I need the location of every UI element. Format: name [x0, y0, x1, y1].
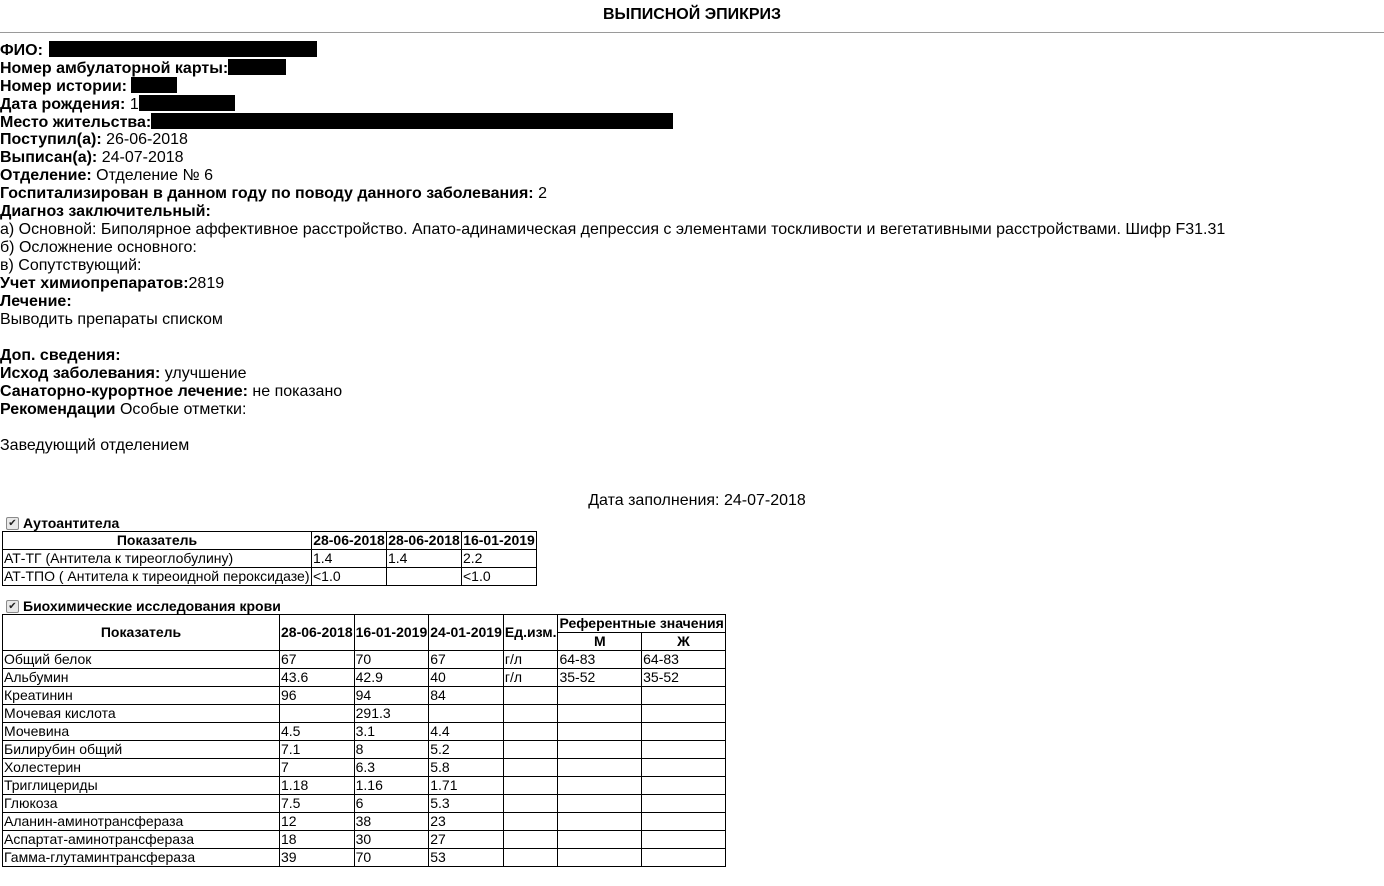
table-cell: 5.2 [429, 741, 504, 759]
sanatorium-label: Санаторно-курортное лечение: [0, 383, 248, 400]
table-cell: 1.18 [280, 777, 355, 795]
table-cell: 2.2 [462, 550, 537, 568]
table-cell [642, 759, 726, 777]
admitted-label: Поступил(а): [0, 131, 102, 148]
table-cell: г/л [503, 651, 558, 669]
table-cell: 3.1 [354, 723, 429, 741]
table-row [3, 687, 726, 705]
column-header: Показатель [3, 615, 280, 651]
treatment-value: Выводить препараты списком [0, 311, 223, 328]
table-cell [642, 741, 726, 759]
table-cell: 43.6 [280, 669, 355, 687]
head-of-department: Заведующий отделением [0, 437, 190, 454]
autoantibodies-title: Аутоантитела [23, 515, 120, 531]
fill-date: Дата заполнения: 24-07-2018 [588, 492, 806, 509]
table-cell: 18 [280, 831, 355, 849]
extra-info-line [0, 347, 1384, 365]
discharged-value: 24-07-2018 [101, 149, 184, 166]
column-header: 16-01-2019 [354, 615, 429, 651]
redaction-block [151, 113, 673, 129]
table-cell: 35-52 [558, 669, 642, 687]
chemo-line [0, 275, 1384, 293]
biochemistry-header [0, 598, 726, 614]
discharged-label: Выписан(а): [0, 149, 98, 166]
table-row [3, 759, 726, 777]
table-cell: 40 [429, 669, 504, 687]
table-cell [558, 795, 642, 813]
table-cell: 4.4 [429, 723, 504, 741]
table-cell: Аланин-аминотрансфераза [3, 813, 280, 831]
patient-info [0, 41, 1384, 455]
table-cell [642, 777, 726, 795]
table-cell: <1.0 [312, 568, 387, 586]
biochemistry-title: Биохимические исследования крови [23, 598, 281, 614]
outcome-label: Исход заболевания: [0, 365, 161, 382]
sanatorium-line [0, 383, 1384, 401]
table-cell: Общий белок [3, 651, 280, 669]
table-cell: Мочевина [3, 723, 280, 741]
table-cell: 53 [429, 849, 504, 867]
table-row [3, 849, 726, 867]
table-cell: 6 [354, 795, 429, 813]
table-cell: 6.3 [354, 759, 429, 777]
table-cell: Билирубин общий [3, 741, 280, 759]
table-cell [280, 705, 355, 723]
outcome-line [0, 365, 1384, 383]
history-number-line [0, 77, 1384, 95]
column-header: 24-01-2019 [429, 615, 504, 651]
birth-date-label: Дата рождения: [0, 96, 126, 113]
table-cell: 42.9 [354, 669, 429, 687]
table-cell [503, 813, 558, 831]
table-row [3, 550, 537, 568]
biochemistry-checkbox[interactable]: ✔ [6, 600, 19, 613]
recommendations-line [0, 401, 1384, 419]
address-line [0, 113, 1384, 131]
biochemistry-table [2, 614, 726, 867]
table-cell: 1.16 [354, 777, 429, 795]
page-title: ВЫПИСНОЙ ЭПИКРИЗ [602, 6, 782, 23]
table-row [3, 831, 726, 849]
table-cell: <1.0 [462, 568, 537, 586]
redaction-block [139, 95, 235, 111]
table-cell [503, 687, 558, 705]
redaction-block [131, 77, 177, 93]
spacer [0, 329, 1384, 347]
table-cell: Мочевая кислота [3, 705, 280, 723]
table-cell: 84 [429, 687, 504, 705]
chemo-label: Учет химиопрепаратов: [0, 275, 189, 292]
table-cell [503, 777, 558, 795]
table-cell: 30 [354, 831, 429, 849]
table-cell: Аспартат-аминотрансфераза [3, 831, 280, 849]
table-cell: 7.5 [280, 795, 355, 813]
table-row [3, 568, 537, 586]
table-cell: Гамма-глутаминтрансфераза [3, 849, 280, 867]
hospitalization-count-line [0, 185, 1384, 203]
table-cell [642, 831, 726, 849]
table-cell [558, 705, 642, 723]
table-row [3, 813, 726, 831]
table-cell: Глюкоза [3, 795, 280, 813]
table-cell [503, 795, 558, 813]
discharged-line [0, 149, 1384, 167]
table-cell: 23 [429, 813, 504, 831]
table-cell [558, 813, 642, 831]
table-row [3, 669, 726, 687]
recommendations-label: Рекомендации [0, 401, 116, 418]
extra-info-label: Доп. сведения: [0, 347, 121, 364]
birth-date-prefix: 1 [129, 96, 139, 113]
admitted-value: 26-06-2018 [106, 131, 188, 148]
table-cell: 1.71 [429, 777, 504, 795]
autoantibodies-header [0, 515, 537, 531]
table-cell: 4.5 [280, 723, 355, 741]
table-row [3, 741, 726, 759]
autoantibodies-table [2, 531, 537, 586]
table-cell [642, 687, 726, 705]
table-cell: Альбумин [3, 669, 280, 687]
column-header: Показатель [3, 532, 312, 550]
table-header-row [3, 532, 537, 550]
table-cell: 96 [280, 687, 355, 705]
diagnosis-heading-line [0, 203, 1384, 221]
table-cell: 94 [354, 687, 429, 705]
table-cell: 70 [354, 651, 429, 669]
table-cell: АТ-ТГ (Антитела к тиреоглобулину) [3, 550, 312, 568]
column-header: 16-01-2019 [463, 532, 535, 548]
table-cell [558, 741, 642, 759]
diagnosis-concomitant: в) Сопутствующий: [0, 257, 142, 274]
table-cell: 5.8 [429, 759, 504, 777]
table-cell [503, 705, 558, 723]
table-cell: 64-83 [558, 651, 642, 669]
table-cell [429, 705, 504, 723]
table-cell [558, 687, 642, 705]
recommendations-value: Особые отметки: [119, 401, 247, 418]
table-cell: 1.4 [387, 550, 462, 568]
table-cell: 35-52 [642, 669, 726, 687]
table-cell: Триглицериды [3, 777, 280, 795]
spacer [0, 419, 1384, 437]
table-header-row [3, 615, 726, 633]
table-cell [642, 813, 726, 831]
table-cell [503, 723, 558, 741]
table-cell: 38 [354, 813, 429, 831]
column-header: Референтные значения [559, 615, 724, 631]
table-cell: Холестерин [3, 759, 280, 777]
biochemistry-section [0, 598, 726, 867]
column-header: 28-06-2018 [280, 615, 355, 651]
column-header: М [558, 633, 642, 651]
diagnosis-complication: б) Осложнение основного: [0, 239, 197, 256]
table-cell: 5.3 [429, 795, 504, 813]
table-cell: 7.1 [280, 741, 355, 759]
table-row [3, 777, 726, 795]
table-cell [642, 705, 726, 723]
biochemistry-table-body [3, 651, 726, 867]
table-cell: 27 [429, 831, 504, 849]
table-cell [503, 831, 558, 849]
column-header: 28-06-2018 [313, 532, 385, 548]
address-label: Место жительства: [0, 114, 152, 131]
outcome-value: улучшение [164, 365, 247, 382]
table-cell: Креатинин [3, 687, 280, 705]
table-cell: 67 [429, 651, 504, 669]
chemo-value: 2819 [188, 275, 225, 292]
table-cell: г/л [503, 669, 558, 687]
table-cell: 64-83 [642, 651, 726, 669]
diagnosis-label: Диагноз заключительный: [0, 203, 211, 220]
treatment-heading-line [0, 293, 1384, 311]
table-cell: 67 [280, 651, 355, 669]
column-header: Ед.изм. [503, 615, 558, 651]
hospitalization-count-value: 2 [538, 185, 547, 202]
table-cell [558, 831, 642, 849]
hospitalization-count-label: Госпитализирован в данном году по поводу данного заболевания: [0, 185, 534, 202]
column-header: Ж [642, 633, 726, 651]
redaction-block [228, 59, 286, 75]
table-cell [558, 849, 642, 867]
table-cell [503, 759, 558, 777]
table-cell [642, 849, 726, 867]
table-cell [558, 723, 642, 741]
table-cell: 7 [280, 759, 355, 777]
diagnosis-main: а) Основной: Биполярное аффективное расстройство. Апато-адинамическая депрессия с элементами тоскливости и вегетативными расстройствами. Шифр F31.31 [0, 221, 1226, 238]
title-divider [0, 32, 1384, 33]
table-cell [642, 723, 726, 741]
table-row [3, 723, 726, 741]
table-cell: 1.4 [312, 550, 387, 568]
department-value: Отделение № 6 [96, 167, 213, 184]
table-cell: 70 [354, 849, 429, 867]
redaction-block [49, 41, 317, 57]
table-cell: АТ-ТПО ( Антитела к тиреоидной пероксидазе) [4, 568, 310, 584]
fio-line [0, 41, 1384, 59]
autoantibodies-checkbox[interactable]: ✔ [6, 517, 19, 530]
department-line [0, 167, 1384, 185]
card-number-line [0, 59, 1384, 77]
sanatorium-value: не показано [252, 383, 343, 400]
table-cell: 291.3 [354, 705, 429, 723]
history-number-label: Номер истории: [0, 78, 127, 95]
column-header: 28-06-2018 [388, 532, 460, 548]
department-label: Отделение: [0, 167, 92, 184]
autoantibodies-section [0, 515, 537, 586]
table-row [3, 705, 726, 723]
table-cell: 12 [280, 813, 355, 831]
table-cell [558, 759, 642, 777]
table-cell [503, 849, 558, 867]
table-row [3, 795, 726, 813]
table-row [3, 651, 726, 669]
birth-date-line [0, 95, 1384, 113]
table-cell [503, 741, 558, 759]
table-cell [387, 568, 462, 586]
fio-label: ФИО: [0, 42, 43, 59]
treatment-label: Лечение: [0, 293, 72, 310]
table-cell [558, 777, 642, 795]
admitted-line [0, 131, 1384, 149]
table-cell: 39 [280, 849, 355, 867]
table-cell [642, 795, 726, 813]
card-number-label: Номер амбулаторной карты: [0, 60, 229, 77]
table-cell: 8 [354, 741, 429, 759]
